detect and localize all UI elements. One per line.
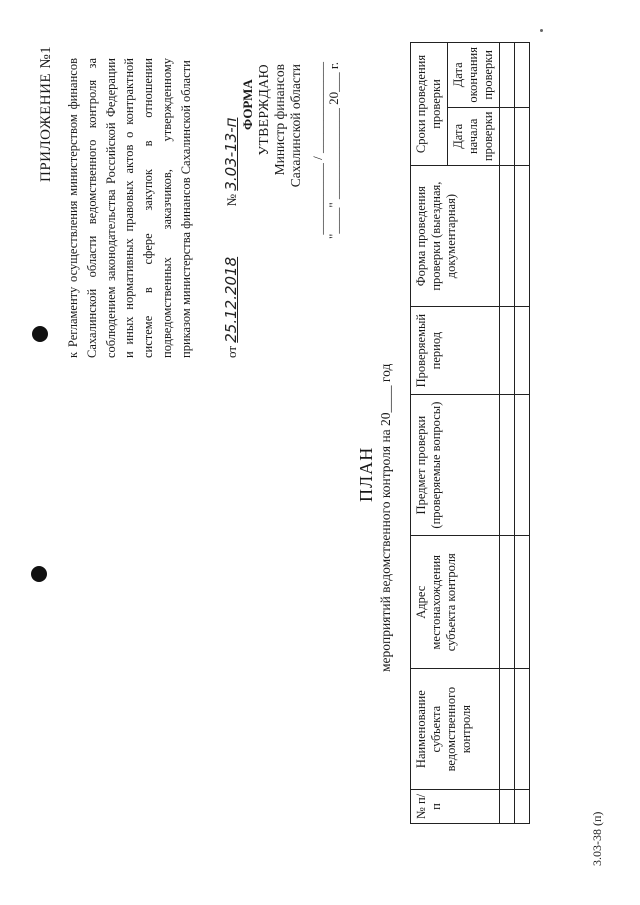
plan-table	[410, 42, 530, 824]
approval-block	[256, 64, 304, 264]
col-address-header: Адрес местонахождения субъекта контроля	[411, 536, 500, 669]
regulation-text: к Регламенту осуществления министерством финансов Сахалинской области ведомственного контроля за соблюдением законодательства Российской Федерации и иных нормативных правовых актов о контрактной системе в сфере закупок в отношении подведомственных заказчиков, утвержденному приказом министерства финансов Сахалинской области	[66, 58, 193, 358]
col-start-date-header: Дата начала проверки	[448, 107, 500, 165]
document-code: 3.03-38 (п)	[590, 811, 604, 866]
col-subject-matter-header: Предмет проверки (проверяемые вопросы)	[411, 394, 500, 535]
order-date: 25.12.2018	[222, 256, 240, 343]
order-number: 3.03-13-п	[222, 117, 240, 191]
approver-position-line1: Министр финансов	[272, 64, 287, 176]
document-page	[0, 2, 604, 882]
appendix-title: ПРИЛОЖЕНИЕ №1	[38, 45, 54, 182]
col-period-header: Проверяемый период	[411, 307, 500, 395]
plan-title: ПЛАН	[356, 446, 376, 502]
signature-line: ___________ / ______________	[310, 62, 325, 235]
col-end-date-header: Дата окончания проверки	[448, 43, 500, 108]
table-row	[500, 43, 515, 824]
col-form-header: Форма проведения проверки (выездная, документарная)	[411, 165, 500, 306]
table-row	[515, 43, 530, 824]
order-prefix: от	[224, 345, 239, 358]
approve-word: УТВЕРЖДАЮ	[256, 64, 271, 156]
col-subject-name-header: Наименование субъекта ведомственного контроля	[411, 669, 500, 790]
col-number-header: № п/п	[411, 789, 500, 823]
approver-position-line2: Сахалинской области	[288, 64, 303, 188]
form-label: ФОРМА	[240, 79, 255, 130]
plan-subtitle: мероприятий ведомственного контроля на 20____ год	[378, 363, 393, 672]
order-reference	[222, 118, 240, 358]
scan-speck	[540, 29, 543, 32]
approval-date-line: "____" ______________ 20___ г.	[326, 62, 341, 239]
col-terms-header: Сроки проведения проверки	[411, 43, 448, 166]
order-number-prefix: №	[224, 193, 239, 207]
